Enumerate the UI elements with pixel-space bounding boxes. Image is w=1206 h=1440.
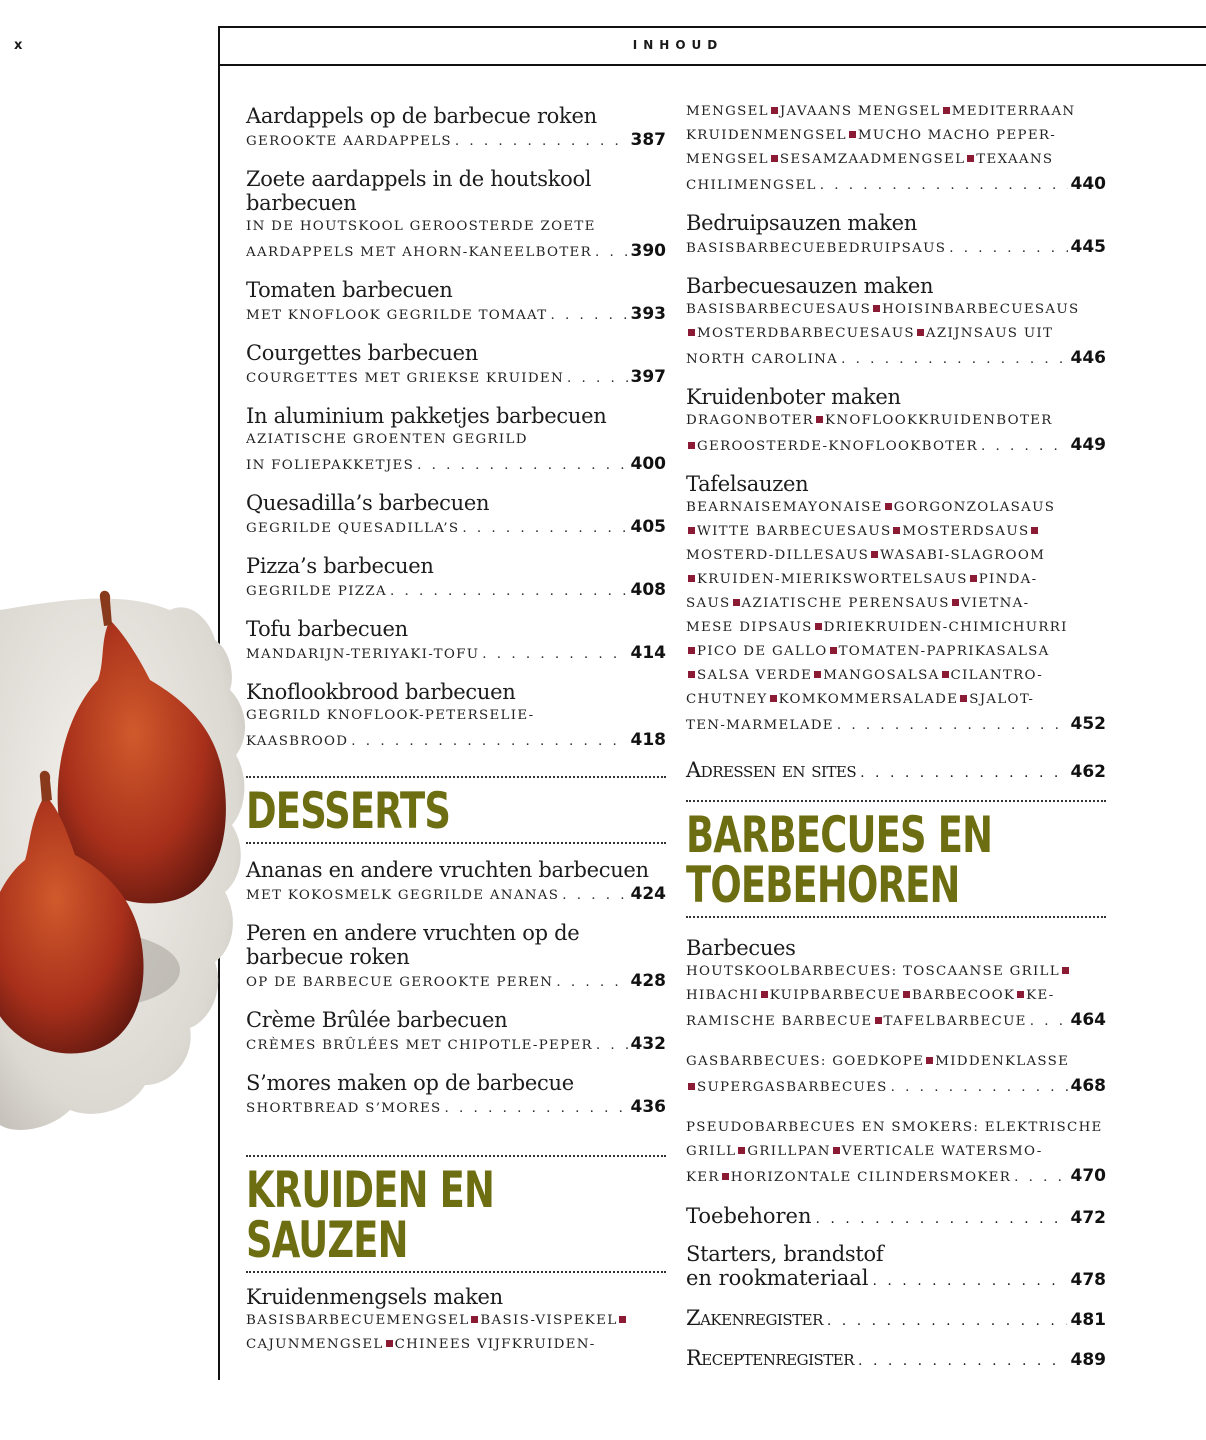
page-number-ref: 489: [1070, 1350, 1106, 1370]
section-rule: [246, 1271, 666, 1273]
bullet-icon: [871, 551, 878, 558]
toc-entry[interactable]: [246, 680, 666, 754]
bullet-icon: [770, 695, 777, 702]
bullet-icon: [688, 527, 695, 534]
bullet-icon: [1062, 967, 1069, 974]
toc-entry[interactable]: [246, 491, 666, 541]
page-number-ref: 393: [630, 304, 666, 324]
entry-last-line: [246, 578, 666, 604]
entry-recipes-line: MESE DIPSAUS DRIEKRUIDEN-CHIMICHURRI: [686, 620, 1068, 635]
toc-entry[interactable]: [686, 472, 1106, 738]
leader-dots: [596, 1034, 628, 1058]
entry-last-text: IN FOLIEPAKKETJES: [246, 458, 415, 473]
bullet-icon: [893, 527, 900, 534]
toc-entry[interactable]: [246, 404, 666, 478]
entry-recipes-line: WITTE BARBECUESAUS MOSTERDSAUS: [686, 520, 1106, 544]
section-barbecues: [686, 802, 1106, 916]
leader-dots: [482, 643, 627, 667]
bullet-icon: [960, 695, 967, 702]
entry-last-text: MET KNOFLOOK GEGRILDE TOMAAT: [246, 308, 548, 323]
page-number-ref: 446: [1070, 348, 1106, 368]
entry-last-text: TEN-MARMELADE: [686, 718, 834, 733]
entry-last-text: GEGRILDE QUESADILLA’S: [246, 521, 460, 536]
toc-entry[interactable]: [246, 617, 666, 667]
bullet-icon: [386, 1340, 393, 1347]
entry-last-text: GEROOKTE AARDAPPELS: [246, 134, 452, 149]
section-title-desserts: DESSERTS: [246, 782, 451, 840]
page-number-ref: 440: [1070, 174, 1106, 194]
page-number-ref: 462: [1070, 762, 1106, 782]
entry-recipes-line: IN DE HOUTSKOOL GEROOSTERDE ZOETE: [246, 219, 596, 234]
bullet-icon: [738, 1147, 745, 1154]
bullet-icon: [688, 442, 695, 449]
page-number-ref: 432: [630, 1034, 666, 1054]
bullet-icon: [814, 671, 821, 678]
entry-last-line: [246, 365, 666, 391]
entry-title: Quesadilla’s barbecuen: [246, 491, 490, 515]
entry-last-line: [686, 433, 1106, 459]
bullet-icon: [885, 503, 892, 510]
entry-recipes-line: SAUS AZIATISCHE PERENSAUS VIETNA-: [686, 596, 1030, 611]
entry-last-text: OP DE BARBECUE GEROOKTE PEREN: [246, 975, 554, 990]
page-number-ref: 397: [630, 367, 666, 387]
toc-entry-kruidenmengsels[interactable]: [246, 1285, 666, 1357]
toc-entry[interactable]: [246, 278, 666, 328]
entry-recipes-line: KRUIDEN-MIERIKSWORTELSAUS PINDA-: [686, 568, 1106, 592]
entry-title: Ananas en andere vruchten barbecuen: [246, 858, 649, 882]
bullet-icon: [771, 155, 778, 162]
entry-title: Starters, brandstof: [686, 1242, 884, 1266]
bullet-icon: [833, 1147, 840, 1154]
entry-recipes-line: CAJUNMENGSEL CHINEES VIJFKRUIDEN-: [246, 1337, 596, 1352]
entry-last-line: [686, 346, 1106, 372]
bullet-icon: [830, 647, 837, 654]
toc-entry[interactable]: [246, 554, 666, 604]
entry-recipes-line: MOSTERDBARBECUESAUS AZIJNSAUS UIT: [686, 322, 1106, 346]
entry-last-line: [686, 1074, 1106, 1100]
entry-title-last: en rookmateriaal . . . 478: [686, 1266, 1106, 1290]
entry-last-text: KER HORIZONTALE CILINDERSMOKER: [686, 1170, 1012, 1185]
leader-dots: [1014, 1166, 1067, 1190]
leader-dots: [351, 730, 627, 754]
leader-dots: [551, 304, 628, 328]
entry-last-text: CRÈMES BRÛLÉES MET CHIPOTLE-PEPER: [246, 1038, 593, 1053]
entry-last-text: SHORTBREAD S’MORES: [246, 1101, 442, 1116]
toc-entry-starters[interactable]: [686, 1242, 1106, 1290]
bullet-icon: [688, 575, 695, 582]
section-title-kruiden-line1: KRUIDEN EN: [246, 1161, 495, 1219]
section-desserts: [246, 778, 666, 842]
page-number-ref: 470: [1070, 1166, 1106, 1186]
entry-last-text: AARDAPPELS MET AHORN-KANEELBOTER: [246, 245, 593, 260]
entry-title: Peren en andere vruchten op de: [246, 921, 580, 945]
header-rule: [218, 64, 1206, 66]
bullet-icon: [688, 647, 695, 654]
entry-title: Tomaten barbecuen: [246, 278, 453, 302]
entry-last-line: [246, 641, 666, 667]
page-header: INHOUD: [632, 38, 724, 52]
entry-recipes-line: BASISBARBECUEMENGSEL BASIS-VISPEKEL: [246, 1309, 666, 1333]
entry-recipes-line: HIBACHI KUIPBARBECUE BARBECOOK KE-: [686, 988, 1055, 1003]
leader-dots: [445, 1097, 628, 1121]
entry-title: barbecuen: [246, 191, 357, 215]
entry-recipes-line: CHUTNEY KOMKOMMERSALADE SJALOT-: [686, 692, 1035, 707]
leader-dots: [841, 348, 1067, 372]
toc-entry[interactable]: [246, 341, 666, 391]
entry-last-text: MET KOKOSMELK GEGRILDE ANANAS: [246, 888, 560, 903]
section-rule: [686, 916, 1106, 918]
bullet-icon: [471, 1316, 478, 1323]
entry-recipes-line: PSEUDOBARBECUES EN SMOKERS: ELEKTRISCHE: [686, 1120, 1103, 1135]
entry-last-line: [246, 1095, 666, 1121]
bullet-icon: [903, 991, 910, 998]
entry-title: Kruidenmengsels maken: [246, 1285, 503, 1309]
entry-last-line: [246, 128, 666, 154]
bullet-icon: [1031, 527, 1038, 534]
entry-last-line: [686, 1008, 1106, 1034]
toc-entry[interactable]: [686, 274, 1106, 372]
bullet-icon: [761, 991, 768, 998]
toc-entry[interactable]: [246, 1008, 666, 1058]
entry-last-line: [686, 1164, 1106, 1190]
page-number-ref: 436: [630, 1097, 666, 1117]
entry-recipes-line: DRAGONBOTER KNOFLOOKKRUIDENBOTER: [686, 413, 1053, 428]
leader-dots: [462, 517, 627, 541]
page-number-ref: 481: [1070, 1310, 1106, 1330]
bullet-icon: [926, 1057, 933, 1064]
bullet-icon: [733, 599, 740, 606]
entry-last-line: [246, 1032, 666, 1058]
page-number-ref: 468: [1070, 1076, 1106, 1096]
bullet-icon: [688, 1083, 695, 1090]
bullet-icon: [967, 155, 974, 162]
bullet-icon: [815, 623, 822, 630]
leader-dots: [891, 1076, 1068, 1100]
entry-last-line: CHILIMENGSEL . . . 440: [686, 172, 1106, 198]
toc-entry-barbecues[interactable]: [686, 936, 1106, 1190]
toc-entry-adressen[interactable]: Adressen en sites . . . 462: [686, 758, 1106, 782]
entry-recipes-line: HOUTSKOOLBARBECUES: TOSCAANSE GRILL: [686, 960, 1106, 984]
entry-last-line: [246, 969, 666, 995]
pears-illustration: [0, 580, 260, 1200]
page-number-ref: 418: [630, 730, 666, 750]
toc-entry[interactable]: [686, 385, 1106, 459]
toc-entry[interactable]: [246, 167, 666, 265]
entry-last-text: MANDARIJN-TERIYAKI-TOFU: [246, 647, 480, 662]
section-title-kruiden-line2: SAUZEN: [246, 1211, 408, 1269]
toc-entry[interactable]: [246, 104, 666, 154]
page-number-ref: 408: [630, 580, 666, 600]
entry-last-text: GEGRILDE PIZZA: [246, 584, 387, 599]
entry-recipes-line: GEGRILD KNOFLOOK-PETERSELIE-: [246, 708, 535, 723]
entry-last-line: [686, 235, 1106, 261]
page-number-ref: 478: [1070, 1270, 1106, 1290]
entry-last-line: [246, 239, 666, 265]
entry-recipes-line: BEARNAISEMAYONAISE GORGONZOLASAUS: [686, 500, 1056, 515]
entry-recipes-line: AZIATISCHE GROENTEN GEGRILD: [246, 432, 528, 447]
leader-dots: [1030, 1010, 1068, 1034]
section-rule: [246, 842, 666, 844]
entry-recipes-line: KRUIDENMENGSEL MUCHO MACHO PEPER-: [686, 128, 1057, 143]
entry-last-text: NORTH CAROLINA: [686, 352, 839, 367]
toc-entry[interactable]: [686, 211, 1106, 261]
bullet-icon: [722, 1173, 729, 1180]
page-number-ref: 445: [1070, 237, 1106, 257]
leader-dots: [837, 714, 1068, 738]
toc-entry[interactable]: [246, 1071, 666, 1121]
entry-title: Kruidenboter maken: [686, 385, 901, 409]
entry-recipes-line: MENGSEL SESAMZAADMENGSEL TEXAANS: [686, 152, 1054, 167]
bullet-icon: [942, 671, 949, 678]
entry-title: Knoflookbrood barbecuen: [246, 680, 516, 704]
entry-recipes-line: SALSA VERDE MANGOSALSA CILANTRO-: [686, 664, 1106, 688]
entry-last-line: [246, 882, 666, 908]
entry-last-line: [246, 302, 666, 328]
bullet-icon: [816, 416, 823, 423]
page-number-ref: 472: [1070, 1208, 1106, 1228]
page-number-ref: 452: [1070, 714, 1106, 734]
page-number-ref: 390: [630, 241, 666, 261]
entry-title: barbecue roken: [246, 945, 410, 969]
entry-title: In aluminium pakketjes barbecuen: [246, 404, 607, 428]
entry-last-text: RAMISCHE BARBECUE TAFELBARBECUE: [686, 1014, 1027, 1029]
entry-recipes-line: BASISBARBECUESAUS HOISINBARBECUESAUS: [686, 302, 1080, 317]
page-number-ref: 449: [1070, 435, 1106, 455]
bullet-icon: [943, 107, 950, 114]
bullet-icon: [849, 131, 856, 138]
bullet-icon: [619, 1316, 626, 1323]
toc-entry[interactable]: [246, 858, 666, 908]
entry-last-text: COURGETTES MET GRIEKSE KRUIDEN: [246, 371, 564, 386]
entry-title: S’mores maken op de barbecue: [246, 1071, 574, 1095]
entry-title: Bedruipsauzen maken: [686, 211, 917, 235]
section-kruiden: [246, 1157, 666, 1271]
leader-dots: [562, 884, 627, 908]
entry-recipes-line: GRILL GRILLPAN VERTICALE WATERSMO-: [686, 1144, 1043, 1159]
entry-title: Pizza’s barbecuen: [246, 554, 434, 578]
section-title-bbq-line1: BARBECUES EN: [686, 806, 993, 864]
page-number-ref: 400: [630, 454, 666, 474]
leader-dots: [567, 367, 628, 391]
page-number-ref: 428: [630, 971, 666, 991]
entry-last-line: [246, 728, 666, 754]
entry-last-text: GEROOSTERDE-KNOFLOOKBOTER: [686, 435, 978, 459]
leader-dots: [595, 241, 627, 265]
bullet-icon: [688, 329, 695, 336]
leader-dots: [556, 971, 627, 995]
entry-recipes-line: GASBARBECUES: GOEDKOPE MIDDENKLASSE: [686, 1054, 1070, 1069]
entry-title: Aardappels op de barbecue roken: [246, 104, 597, 128]
section-title-bbq-line2: TOEBEHOREN: [686, 856, 960, 914]
top-rule: [218, 26, 1206, 28]
bullet-icon: [952, 599, 959, 606]
page-number-ref: 464: [1070, 1010, 1106, 1030]
entry-last-text: KAASBROOD: [246, 734, 349, 749]
page-number-ref: 414: [630, 643, 666, 663]
entry-title: Crème Brûlée barbecuen: [246, 1008, 508, 1032]
entry-recipes-line: MOSTERD-DILLESAUS WASABI-SLAGROOM: [686, 548, 1046, 563]
toc-entry-zakenregister[interactable]: Zakenregister . . . 481: [686, 1306, 1106, 1330]
toc-entry-kruidenmengsels-continued[interactable]: [686, 100, 1106, 198]
entry-title: Tafelsauzen: [686, 472, 809, 496]
bullet-icon: [875, 1017, 882, 1024]
entry-recipes-line: PICO DE GALLO TOMATEN-PAPRIKASALSA: [686, 640, 1106, 664]
toc-entry-toebehoren[interactable]: Toebehoren . . . 472: [686, 1204, 1106, 1228]
leader-dots: [455, 130, 628, 154]
bullet-icon: [873, 305, 880, 312]
entry-recipes-line: MENGSEL JAVAANS MENGSEL MEDITERRAAN: [686, 104, 1076, 119]
bullet-icon: [917, 329, 924, 336]
toc-entry[interactable]: [246, 921, 666, 995]
entry-title: Tofu barbecuen: [246, 617, 408, 641]
page-number: x: [14, 38, 23, 53]
bullet-icon: [771, 107, 778, 114]
entry-title: Barbecuesauzen maken: [686, 274, 934, 298]
entry-last-text: BASISBARBECUEBEDRUIPSAUS: [686, 241, 947, 256]
leader-dots: [390, 580, 628, 604]
entry-title: Zoete aardappels in de houtskool: [246, 167, 592, 191]
entry-title: Courgettes barbecuen: [246, 341, 479, 365]
page-number-ref: 405: [630, 517, 666, 537]
entry-last-text: SUPERGASBARBECUES: [686, 1076, 888, 1100]
leader-dots: [949, 237, 1067, 261]
bullet-icon: [1017, 991, 1024, 998]
bullet-icon: [970, 575, 977, 582]
leader-dots: [981, 435, 1068, 459]
entry-title: Barbecues: [686, 936, 796, 960]
bullet-icon: [688, 671, 695, 678]
right-column: [686, 100, 1106, 1370]
leader-dots: [417, 454, 627, 478]
page-number-ref: 424: [630, 884, 666, 904]
entry-last-line: [686, 712, 1106, 738]
toc-entry-receptenregister[interactable]: Receptenregister . . . 489: [686, 1346, 1106, 1370]
left-column: [246, 104, 666, 1370]
entry-last-line: [246, 515, 666, 541]
page-number-ref: 387: [630, 130, 666, 150]
entry-last-line: [246, 452, 666, 478]
